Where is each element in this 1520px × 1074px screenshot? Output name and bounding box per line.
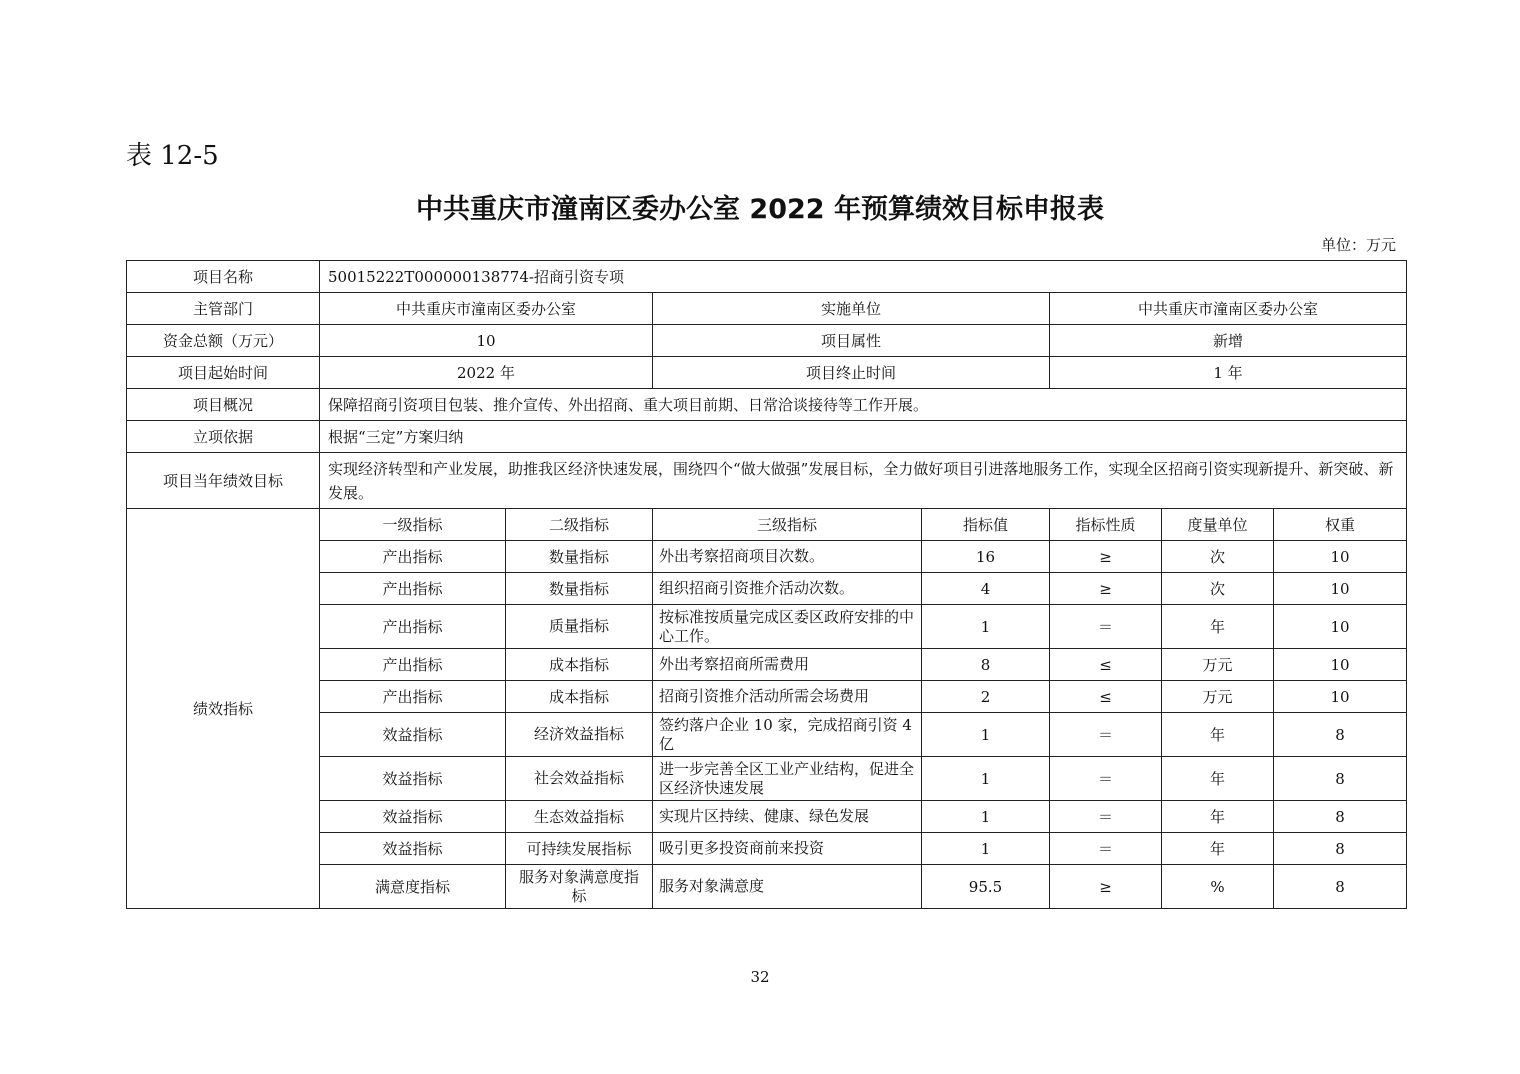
- implementing-unit-value: 中共重庆市潼南区委办公室: [1050, 293, 1407, 325]
- row-overview: [127, 389, 1407, 421]
- goal-value: 实现经济转型和产业发展，助推我区经济快速发展，围绕四个“做大做强”发展目标，全力做好项目引进落地服务工作，实现全区招商引资实现新提升、新突破、新发展。: [320, 453, 1407, 509]
- unit-note: 单位：万元: [1320, 236, 1396, 254]
- indicator-level1: 产出指标: [320, 573, 506, 605]
- indicator-weight: 8: [1274, 833, 1407, 865]
- indicator-weight: 10: [1274, 573, 1407, 605]
- indicator-nature: ≥: [1050, 865, 1162, 909]
- start-time-value: 2022 年: [320, 357, 653, 389]
- indicator-level3: 组织招商引资推介活动次数。: [653, 573, 922, 605]
- indicator-nature: ＝: [1050, 801, 1162, 833]
- indicator-level3: 招商引资推介活动所需会场费用: [653, 681, 922, 713]
- indicator-level3: 外出考察招商项目次数。: [653, 541, 922, 573]
- performance-report-table: [126, 260, 1407, 909]
- project-attribute-label: 项目属性: [653, 325, 1050, 357]
- indicator-value: 95.5: [922, 865, 1050, 909]
- indicator-unit: %: [1162, 865, 1274, 909]
- header-level2: 二级指标: [506, 509, 653, 541]
- indicator-unit: 万元: [1162, 681, 1274, 713]
- indicator-nature: ＝: [1050, 605, 1162, 649]
- indicator-level3: 外出考察招商所需费用: [653, 649, 922, 681]
- indicator-section-label: 绩效指标: [127, 509, 320, 909]
- indicator-level2: 社会效益指标: [506, 757, 653, 801]
- indicator-weight: 8: [1274, 865, 1407, 909]
- overview-label: 项目概况: [127, 389, 320, 421]
- indicator-level2: 质量指标: [506, 605, 653, 649]
- indicator-level1: 满意度指标: [320, 865, 506, 909]
- row-basis: [127, 421, 1407, 453]
- indicator-unit: 年: [1162, 757, 1274, 801]
- indicator-level1: 效益指标: [320, 833, 506, 865]
- indicator-nature: ＝: [1050, 713, 1162, 757]
- indicator-unit: 次: [1162, 541, 1274, 573]
- indicator-header-row: [127, 509, 1407, 541]
- goal-label: 项目当年绩效目标: [127, 453, 320, 509]
- overview-value: 保障招商引资项目包装、推介宣传、外出招商、重大项目前期、日常洽谈接待等工作开展。: [320, 389, 1407, 421]
- indicator-level1: 效益指标: [320, 801, 506, 833]
- row-goal: [127, 453, 1407, 509]
- implementing-unit-label: 实施单位: [653, 293, 1050, 325]
- indicator-weight: 10: [1274, 605, 1407, 649]
- end-time-value: 1 年: [1050, 357, 1407, 389]
- header-nature: 指标性质: [1050, 509, 1162, 541]
- indicator-level1: 效益指标: [320, 757, 506, 801]
- project-name-value: 50015222T000000138774-招商引资专项: [320, 261, 1407, 293]
- indicator-level3: 实现片区持续、健康、绿色发展: [653, 801, 922, 833]
- indicator-unit: 次: [1162, 573, 1274, 605]
- indicator-nature: ＝: [1050, 757, 1162, 801]
- end-time-label: 项目终止时间: [653, 357, 1050, 389]
- indicator-level2: 可持续发展指标: [506, 833, 653, 865]
- indicator-nature: ≥: [1050, 573, 1162, 605]
- indicator-level3: 吸引更多投资商前来投资: [653, 833, 922, 865]
- indicator-level2: 服务对象满意度指标: [506, 865, 653, 909]
- indicator-unit: 年: [1162, 801, 1274, 833]
- indicator-value: 16: [922, 541, 1050, 573]
- indicator-unit: 万元: [1162, 649, 1274, 681]
- header-level3: 三级指标: [653, 509, 922, 541]
- header-value: 指标值: [922, 509, 1050, 541]
- table-number: 表 12-5: [126, 141, 219, 171]
- indicator-value: 1: [922, 757, 1050, 801]
- header-unit: 度量单位: [1162, 509, 1274, 541]
- indicator-weight: 10: [1274, 681, 1407, 713]
- indicator-level3: 进一步完善全区工业产业结构，促进全区经济快速发展: [653, 757, 922, 801]
- document-title: 中共重庆市潼南区委办公室 2022 年预算绩效目标申报表: [416, 194, 1104, 225]
- indicator-value: 1: [922, 605, 1050, 649]
- row-department: [127, 293, 1407, 325]
- indicator-unit: 年: [1162, 833, 1274, 865]
- indicator-weight: 8: [1274, 801, 1407, 833]
- project-attribute-value: 新增: [1050, 325, 1407, 357]
- indicator-value: 1: [922, 801, 1050, 833]
- header-level1: 一级指标: [320, 509, 506, 541]
- basis-value: 根据“三定”方案归纳: [320, 421, 1407, 453]
- indicator-unit: 年: [1162, 605, 1274, 649]
- fund-label: 资金总额（万元）: [127, 325, 320, 357]
- page-number: 32: [750, 968, 770, 986]
- department-value: 中共重庆市潼南区委办公室: [320, 293, 653, 325]
- indicator-level2: 生态效益指标: [506, 801, 653, 833]
- indicator-level2: 经济效益指标: [506, 713, 653, 757]
- indicator-level2: 成本指标: [506, 681, 653, 713]
- indicator-weight: 8: [1274, 713, 1407, 757]
- row-time: [127, 357, 1407, 389]
- fund-value: 10: [320, 325, 653, 357]
- indicator-value: 1: [922, 833, 1050, 865]
- indicator-nature: ≤: [1050, 649, 1162, 681]
- indicator-level3: 按标准按质量完成区委区政府安排的中心工作。: [653, 605, 922, 649]
- indicator-level2: 成本指标: [506, 649, 653, 681]
- indicator-nature: ≤: [1050, 681, 1162, 713]
- project-name-label: 项目名称: [127, 261, 320, 293]
- indicator-nature: ＝: [1050, 833, 1162, 865]
- indicator-weight: 10: [1274, 649, 1407, 681]
- indicator-nature: ≥: [1050, 541, 1162, 573]
- indicator-value: 8: [922, 649, 1050, 681]
- row-fund: [127, 325, 1407, 357]
- indicator-level1: 产出指标: [320, 605, 506, 649]
- indicator-value: 4: [922, 573, 1050, 605]
- indicator-unit: 年: [1162, 713, 1274, 757]
- indicator-level2: 数量指标: [506, 573, 653, 605]
- indicator-level1: 产出指标: [320, 649, 506, 681]
- indicator-value: 1: [922, 713, 1050, 757]
- indicator-weight: 10: [1274, 541, 1407, 573]
- basis-label: 立项依据: [127, 421, 320, 453]
- indicator-level2: 数量指标: [506, 541, 653, 573]
- indicator-level1: 产出指标: [320, 541, 506, 573]
- indicator-weight: 8: [1274, 757, 1407, 801]
- indicator-level1: 产出指标: [320, 681, 506, 713]
- indicator-level1: 效益指标: [320, 713, 506, 757]
- indicator-level3: 服务对象满意度: [653, 865, 922, 909]
- department-label: 主管部门: [127, 293, 320, 325]
- row-project-name: [127, 261, 1407, 293]
- indicator-value: 2: [922, 681, 1050, 713]
- start-time-label: 项目起始时间: [127, 357, 320, 389]
- indicator-level3: 签约落户企业 10 家，完成招商引资 4 亿: [653, 713, 922, 757]
- header-weight: 权重: [1274, 509, 1407, 541]
